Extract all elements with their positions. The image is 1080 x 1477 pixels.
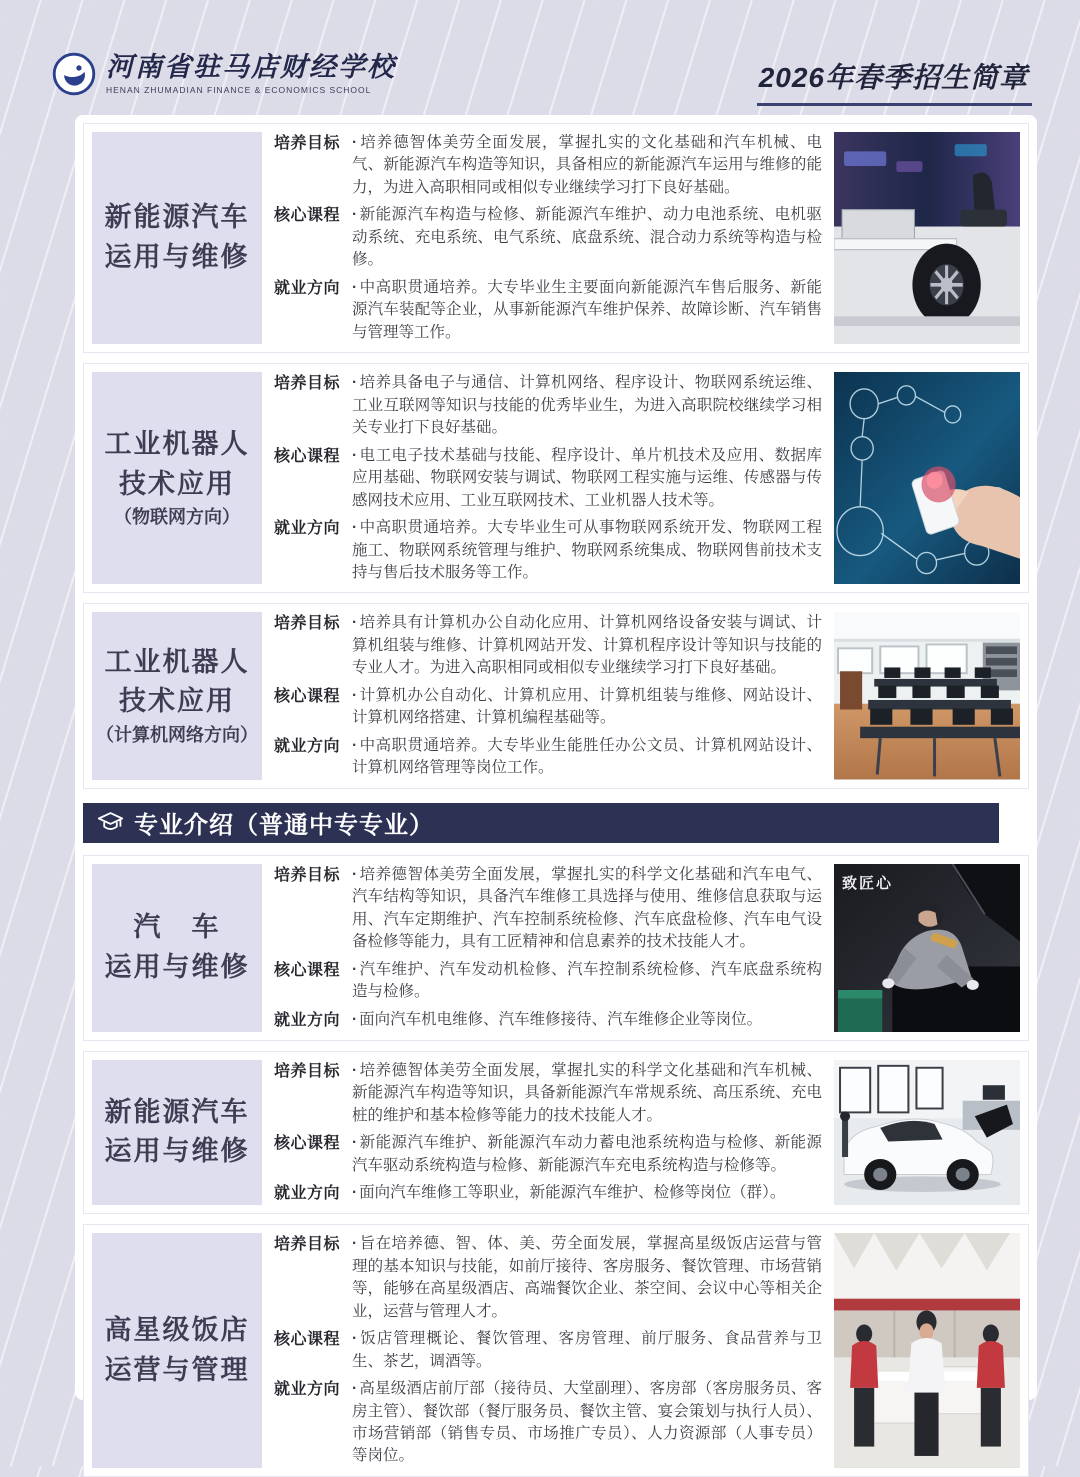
employment-row <box>274 1009 822 1032</box>
objective-value: 培养德智体美劳全面发展，掌握扎实的科学文化基础和汽车机械、新能源汽车构造等知识，具备新能源汽车常规系统、高压系统、充电桩的维护和基本检修等能力的技术技能人才。 <box>352 1061 822 1124</box>
program-name-subline: （物联网方向） <box>114 507 240 528</box>
objective-value: 培养具有计算机办公自动化应用、计算机网络设备安装与调试、计算机组装与维修、计算机网站开发、计算机程序设计等知识与技能的专业人才。为进入高职相同或相似专业继续学习打下良好基础。 <box>352 614 822 677</box>
courses-value: 计算机办公自动化、计算机应用、计算机组装与维修、网站设计、计算机网络搭建、计算机编程基础等。 <box>352 686 822 727</box>
employment-value: 中高职贯通培养。大专毕业生能胜任办公文员、计算机网站设计、计算机网络管理等岗位工作。 <box>352 736 822 777</box>
employment-value: 面向汽车机电维修、汽车维修接待、汽车维修企业等岗位。 <box>359 1010 763 1028</box>
program-name-line: 工业机器人 <box>104 646 250 677</box>
program-details <box>274 612 822 779</box>
program-card-auto <box>83 855 1029 1041</box>
objective-row <box>274 132 822 199</box>
program-name-line: 技术应用 <box>119 468 235 499</box>
school-brand <box>52 52 396 96</box>
employment-text <box>352 735 822 780</box>
objective-row <box>274 1060 822 1127</box>
field-label: 就业方向 <box>274 1381 341 1399</box>
photo-overlay-text: 致匠心 <box>842 875 894 892</box>
employment-value: 中高职贯通培养。大专毕业生可从事物联网系统开发、物联网工程施工、物联网系统管理与维护、物联网系统集成、物联网售前技术支持与售后技术服务等工作。 <box>352 519 822 581</box>
objective-text <box>352 1060 822 1127</box>
objective-text <box>352 132 822 199</box>
program-name-line: 工业机器人 <box>104 428 250 459</box>
objective-row <box>274 612 822 679</box>
courses-row <box>274 204 822 271</box>
field-label: 培养目标 <box>274 866 341 884</box>
courses-text <box>352 204 822 271</box>
field-label: 就业方向 <box>274 520 341 538</box>
field-label: 培养目标 <box>274 375 341 393</box>
objective-text <box>352 1233 822 1323</box>
bullet: · <box>352 1184 358 1202</box>
program-details <box>274 372 822 584</box>
bullet: · <box>352 1010 358 1028</box>
employment-value: 高星级酒店前厅部（接待员、大堂副理）、客房部（客房服务员、客房主管）、餐饮部（餐厅服务员、餐饮主管、宴会策划与执行人员）、市场营销部（销售专员、市场推广专员）、人力资源部（人事专员）等岗位。 <box>352 1380 822 1465</box>
program-name-box <box>92 1233 262 1468</box>
bullet: · <box>352 446 358 464</box>
program-name-box <box>92 612 262 779</box>
courses-text <box>352 1328 822 1373</box>
courses-value: 电工电子技术基础与技能、程序设计、单片机技术及应用、数据库应用基础、物联网安装与调试、物联网工程实施与运维、传感器与传感网技术应用、工业互联网技术、工业机器人技术等。 <box>352 446 822 509</box>
program-details <box>274 132 822 344</box>
employment-text <box>352 1009 822 1031</box>
program-details <box>274 1060 822 1206</box>
courses-text <box>352 959 822 1004</box>
section-title: 专业介绍（普通中专专业） <box>134 812 434 840</box>
bullet: · <box>352 519 358 537</box>
employment-row <box>274 1182 822 1205</box>
page-header <box>0 0 1080 115</box>
field-label: 培养目标 <box>274 615 341 633</box>
content-panel <box>75 115 1037 1465</box>
program-name-line: 运用与维修 <box>104 242 250 273</box>
ev-workshop-photo <box>834 1060 1020 1206</box>
field-label: 就业方向 <box>274 279 341 297</box>
program-name-subline: （计算机网络方向） <box>96 725 258 746</box>
field-label: 核心课程 <box>274 447 341 465</box>
courses-text <box>352 445 822 512</box>
employment-value: 面向汽车维修工等职业，新能源汽车维护、检修等岗位（群）。 <box>359 1184 786 1202</box>
employment-row <box>274 735 822 780</box>
employment-row <box>274 277 822 344</box>
field-label: 核心课程 <box>274 1331 341 1349</box>
field-label: 培养目标 <box>274 1236 341 1254</box>
field-label: 核心课程 <box>274 1135 341 1153</box>
courses-row <box>274 685 822 730</box>
courses-value: 新能源汽车维护、新能源汽车动力蓄电池系统构造与检修、新能源汽车驱动系统构造与检修、新能源汽车充电系统构造与检修等。 <box>352 1134 822 1174</box>
employment-text <box>352 517 822 584</box>
program-card-nev-2 <box>83 1051 1029 1215</box>
bullet: · <box>352 134 358 151</box>
courses-row <box>274 1132 822 1177</box>
program-details <box>274 864 822 1032</box>
objective-value: 旨在培养德、智、体、美、劳全面发展，掌握高星级饭店运营与管理的基本知识与技能，如前厅接待、客房服务、餐饮管理、市场营销等，能够在高星级酒店、高端餐饮企业、茶空间、会议中心等相关企业，运营与管理人才。 <box>352 1235 822 1320</box>
field-label: 培养目标 <box>274 1062 341 1080</box>
bullet: · <box>352 1134 358 1152</box>
employment-row <box>274 517 822 584</box>
program-name-line: 运用与维修 <box>104 1136 250 1167</box>
program-name-box <box>92 132 262 344</box>
computer-lab-photo <box>834 612 1020 779</box>
section-header <box>83 803 999 843</box>
objective-text <box>352 864 822 954</box>
bullet: · <box>352 1380 358 1398</box>
program-name-line: 新能源汽车 <box>104 1096 250 1127</box>
employment-value: 中高职贯通培养。大专毕业生主要面向新能源汽车售后服务、新能源汽车装配等企业，从事新能源汽车维护保养、故障诊断、汽车销售与管理等工作。 <box>352 278 822 341</box>
courses-value: 饭店管理概论、餐饮管理、客房管理、前厅服务、食品营养与卫生、茶艺，调酒等。 <box>352 1330 822 1370</box>
bullet: · <box>352 374 358 392</box>
field-label: 核心课程 <box>274 961 341 979</box>
courses-value: 新能源汽车构造与检修、新能源汽车维护、动力电池系统、电机驱动系统、充电系统、电气系统、底盘系统、混合动力系统等构造与检修。 <box>352 206 822 269</box>
ev-chassis-exhibit-photo <box>834 132 1020 344</box>
auto-mechanic-photo <box>834 864 1020 1032</box>
school-logo-icon <box>52 52 96 96</box>
program-card-computer-network <box>83 603 1029 788</box>
objective-value: 培养德智体美劳全面发展，掌握扎实的科学文化基础和汽车电气、汽车结构等知识，具备汽车维修工具选择与使用、维修信息获取与运用、汽车定期维护、汽车控制系统检修、汽车底盘检修、汽车电气设备检修等能力，具有工匠精神和信息素养的技术技能人才。 <box>352 865 822 951</box>
courses-text <box>352 1132 822 1177</box>
field-label: 核心课程 <box>274 207 341 225</box>
courses-row <box>274 959 822 1004</box>
iot-technology-photo <box>834 372 1020 584</box>
employment-text <box>352 1182 822 1204</box>
program-name-box <box>92 1060 262 1206</box>
field-label: 就业方向 <box>274 1011 341 1029</box>
program-card-nev-1 <box>83 123 1029 353</box>
school-name-cn: 河南省驻马店财经学校 <box>106 51 396 82</box>
field-label: 就业方向 <box>274 737 341 755</box>
field-label: 核心课程 <box>274 687 341 705</box>
employment-row <box>274 1378 822 1468</box>
objective-text <box>352 612 822 679</box>
hotel-service-training-photo <box>834 1233 1020 1468</box>
objective-value: 培养德智体美劳全面发展，掌握扎实的文化基础和汽车机械、电气、新能源汽车构造等知识，具备相应的新能源汽车运用与维修的能力，为进入高职相同或相似专业继续学习打下良好基础。 <box>352 134 822 196</box>
program-name-line: 技术应用 <box>119 686 235 717</box>
bullet: · <box>352 1330 358 1348</box>
program-name-line: 运营与管理 <box>104 1354 250 1385</box>
program-name-line: 新能源汽车 <box>104 202 250 233</box>
bullet: · <box>352 736 358 754</box>
program-name-line: 运用与维修 <box>104 951 250 982</box>
objective-row <box>274 864 822 954</box>
brochure-title: 2026年春季招生简章 <box>757 56 1032 106</box>
bullet: · <box>352 278 358 296</box>
objective-value: 培养具备电子与通信、计算机网络、程序设计、物联网系统运维、工业互联网等知识与技能的优秀毕业生，为进入高职院校继续学习相关专业打下良好基础。 <box>352 374 822 437</box>
bullet: · <box>352 1061 358 1079</box>
courses-row <box>274 445 822 512</box>
bullet: · <box>352 865 358 883</box>
employment-text <box>352 1378 822 1468</box>
bullet: · <box>352 206 358 224</box>
school-name-en: HENAN ZHUMADIAN FINANCE & ECONOMICS SCHOOL <box>106 84 372 95</box>
bullet: · <box>352 686 358 704</box>
program-card-hotel <box>83 1224 1029 1477</box>
bullet: · <box>352 614 358 632</box>
bullet: · <box>352 1235 358 1253</box>
employment-text <box>352 277 822 344</box>
objective-row <box>274 1233 822 1323</box>
courses-text <box>352 685 822 730</box>
program-card-iot <box>83 363 1029 593</box>
bullet: · <box>352 960 358 978</box>
program-name-box <box>92 864 262 1032</box>
courses-value: 汽车维护、汽车发动机检修、汽车控制系统检修、汽车底盘系统构造与检修。 <box>352 960 822 1001</box>
objective-row <box>274 372 822 439</box>
program-details <box>274 1233 822 1468</box>
program-name-line: 汽 车 <box>133 911 221 942</box>
graduation-cap-icon <box>97 811 124 835</box>
program-name-line: 高星级饭店 <box>104 1314 250 1345</box>
objective-text <box>352 372 822 439</box>
field-label: 就业方向 <box>274 1185 341 1203</box>
field-label: 培养目标 <box>274 135 341 152</box>
courses-row <box>274 1328 822 1373</box>
program-name-box <box>92 372 262 584</box>
